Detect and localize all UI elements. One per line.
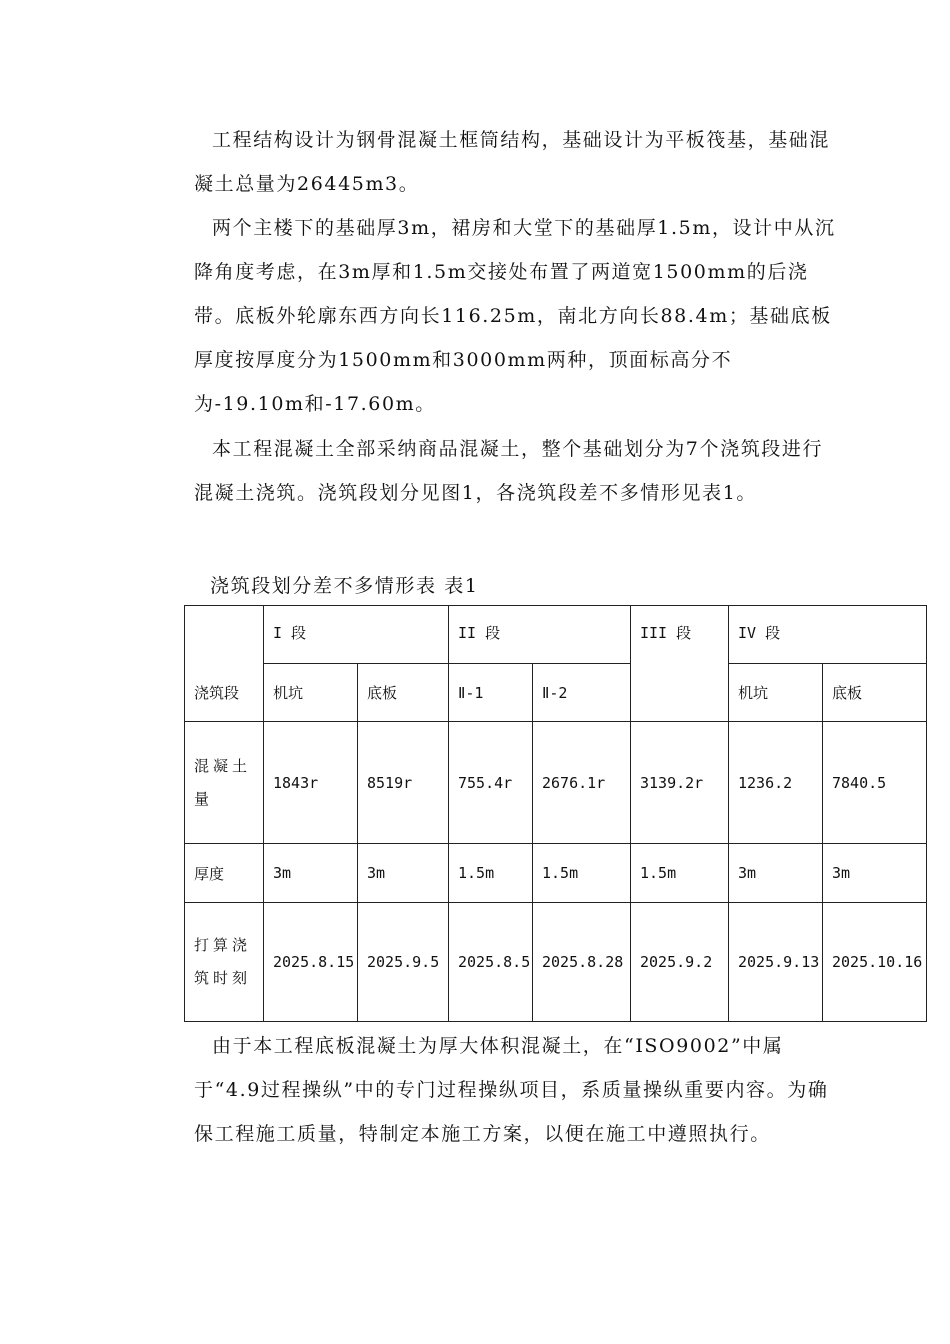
header-seg4: IV 段 <box>729 606 927 664</box>
table-cell: 7840.5 <box>823 722 927 844</box>
header-seg3: III 段 <box>631 606 729 722</box>
table-cell: 2025.9.2 <box>631 903 729 1022</box>
table-cell: 1.5m <box>449 844 533 903</box>
paragraph-foundation-details: 两个主楼下的基础厚3m，裙房和大堂下的基础厚1.5m，设计中从沉降角度考虑，在3m厚和1.5m交接处布置了两道宽1500mm的后浇带。底板外轮廓东西方向长116.25m，南北方向长88.4m；基础底板厚度按厚度分为1500mm和3000mm两种，顶面标高分不为-19.10m和-17.60m。 <box>194 217 836 415</box>
table-cell: 1.5m <box>631 844 729 903</box>
table-row-volume <box>185 722 927 844</box>
paragraph-pour-sections: 本工程混凝土全部采纳商品混凝土，整个基础划分为7个浇筑段进行混凝土浇筑。浇筑段划分见图1，各浇筑段差不多情形见表1。 <box>194 438 824 504</box>
row-label-volume: 混凝土量 <box>185 722 264 844</box>
table-cell: 2025.8.15 <box>264 903 358 1022</box>
table-cell: 3m <box>823 844 927 903</box>
header-seg1-slab: 底板 <box>358 664 449 722</box>
table-cell: 8519r <box>358 722 449 844</box>
table-row-schedule <box>185 903 927 1022</box>
table-caption: 浇筑段划分差不多情形表 表1 <box>210 575 479 597</box>
table-row-thickness <box>185 844 927 903</box>
table-cell: 2025.10.16 <box>823 903 927 1022</box>
row-label-schedule: 打算浇筑时刻 <box>185 903 264 1022</box>
header-seg1-pit: 机坑 <box>264 664 358 722</box>
table-cell: 1236.2 <box>729 722 823 844</box>
table-cell: 1.5m <box>533 844 631 903</box>
header-seg4-slab: 底板 <box>823 664 927 722</box>
paragraph-project-structure: 工程结构设计为钢骨混凝土框筒结构，基础设计为平板筏基，基础混凝土总量为26445m3。 <box>194 129 831 195</box>
header-seg2: II 段 <box>449 606 631 664</box>
table-cell: 2025.8.5 <box>449 903 533 1022</box>
header-seg4-pit: 机坑 <box>729 664 823 722</box>
header-seg1: I 段 <box>264 606 449 664</box>
table-cell: 3m <box>264 844 358 903</box>
table-cell: 3m <box>358 844 449 903</box>
table-cell: 1843r <box>264 722 358 844</box>
header-seg2-1: Ⅱ-1 <box>449 664 533 722</box>
row-label-thickness: 厚度 <box>185 844 264 903</box>
table-cell: 2676.1r <box>533 722 631 844</box>
row-header-label: 浇筑段 <box>185 606 264 722</box>
table-header-row-groups <box>185 606 927 664</box>
table-cell: 2025.9.5 <box>358 903 449 1022</box>
table-cell: 3139.2r <box>631 722 729 844</box>
table-cell: 2025.9.13 <box>729 903 823 1022</box>
table-cell: 755.4r <box>449 722 533 844</box>
table-cell: 3m <box>729 844 823 903</box>
header-seg2-2: Ⅱ-2 <box>533 664 631 722</box>
table-header-row-subs <box>185 664 927 722</box>
table-cell: 2025.8.28 <box>533 903 631 1022</box>
paragraph-quality-control: 由于本工程底板混凝土为厚大体积混凝土，在“ISO9002”中属于“4.9过程操纵”中的专门过程操纵项目，系质量操纵重要内容。为确保工程施工质量，特制定本施工方案，以便在施工中遵照执行。 <box>194 1035 829 1145</box>
pour-section-table <box>184 605 927 1022</box>
